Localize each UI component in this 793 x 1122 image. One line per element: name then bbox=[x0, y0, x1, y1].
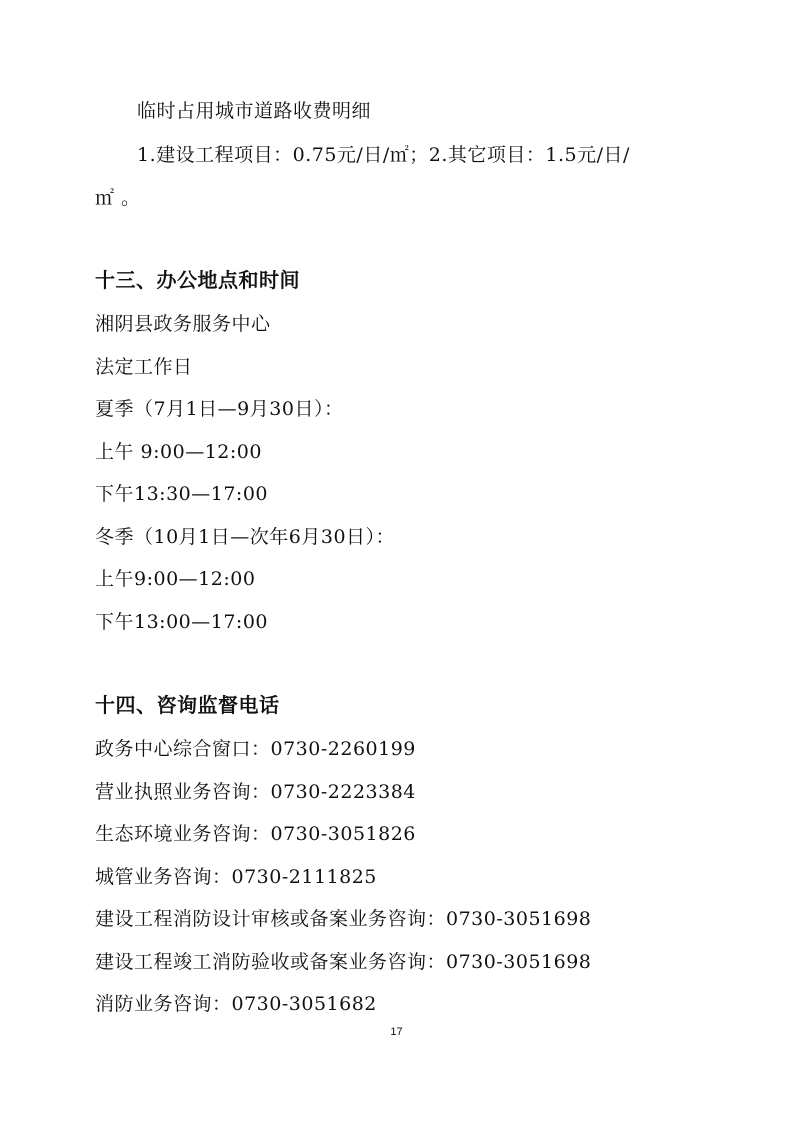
contact-item: 生态环境业务咨询：0730-3051826 bbox=[95, 823, 416, 845]
office-location: 湘阴县政务服务中心 bbox=[95, 313, 271, 335]
page-number: 17 bbox=[390, 1026, 403, 1038]
contact-item: 建设工程消防设计审核或备案业务咨询：0730-3051698 bbox=[95, 908, 592, 930]
summer-label: 夏季（7月1日—9月30日）： bbox=[95, 398, 344, 420]
winter-label: 冬季（10月1日—次年6月30日）： bbox=[95, 526, 396, 548]
winter-afternoon-hours: 下午13:00—17:00 bbox=[95, 611, 269, 633]
contact-item: 城管业务咨询：0730-2111825 bbox=[95, 866, 377, 888]
fee-detail-line-1: 1.建设工程项目：0.75元/日/㎡；2.其它项目：1.5元/日/ bbox=[137, 144, 630, 166]
contact-item: 消防业务咨询：0730-3051682 bbox=[95, 993, 377, 1015]
winter-morning-hours: 上午9:00—12:00 bbox=[95, 568, 256, 590]
fee-detail-line-2: ㎡ 。 bbox=[95, 187, 141, 209]
summer-morning-hours: 上午 9:00—12:00 bbox=[95, 441, 262, 463]
contact-section-heading: 十四、咨询监督电话 bbox=[95, 693, 280, 717]
contact-item: 营业执照业务咨询：0730-2223384 bbox=[95, 781, 416, 803]
summer-afternoon-hours: 下午13:30—17:00 bbox=[95, 483, 269, 505]
fee-section-title: 临时占用城市道路收费明细 bbox=[137, 100, 372, 122]
office-workdays: 法定工作日 bbox=[95, 356, 193, 378]
contact-item: 政务中心综合窗口：0730-2260199 bbox=[95, 738, 416, 760]
office-section-heading: 十三、办公地点和时间 bbox=[95, 268, 300, 292]
contact-item: 建设工程竣工消防验收或备案业务咨询：0730-3051698 bbox=[95, 951, 592, 973]
